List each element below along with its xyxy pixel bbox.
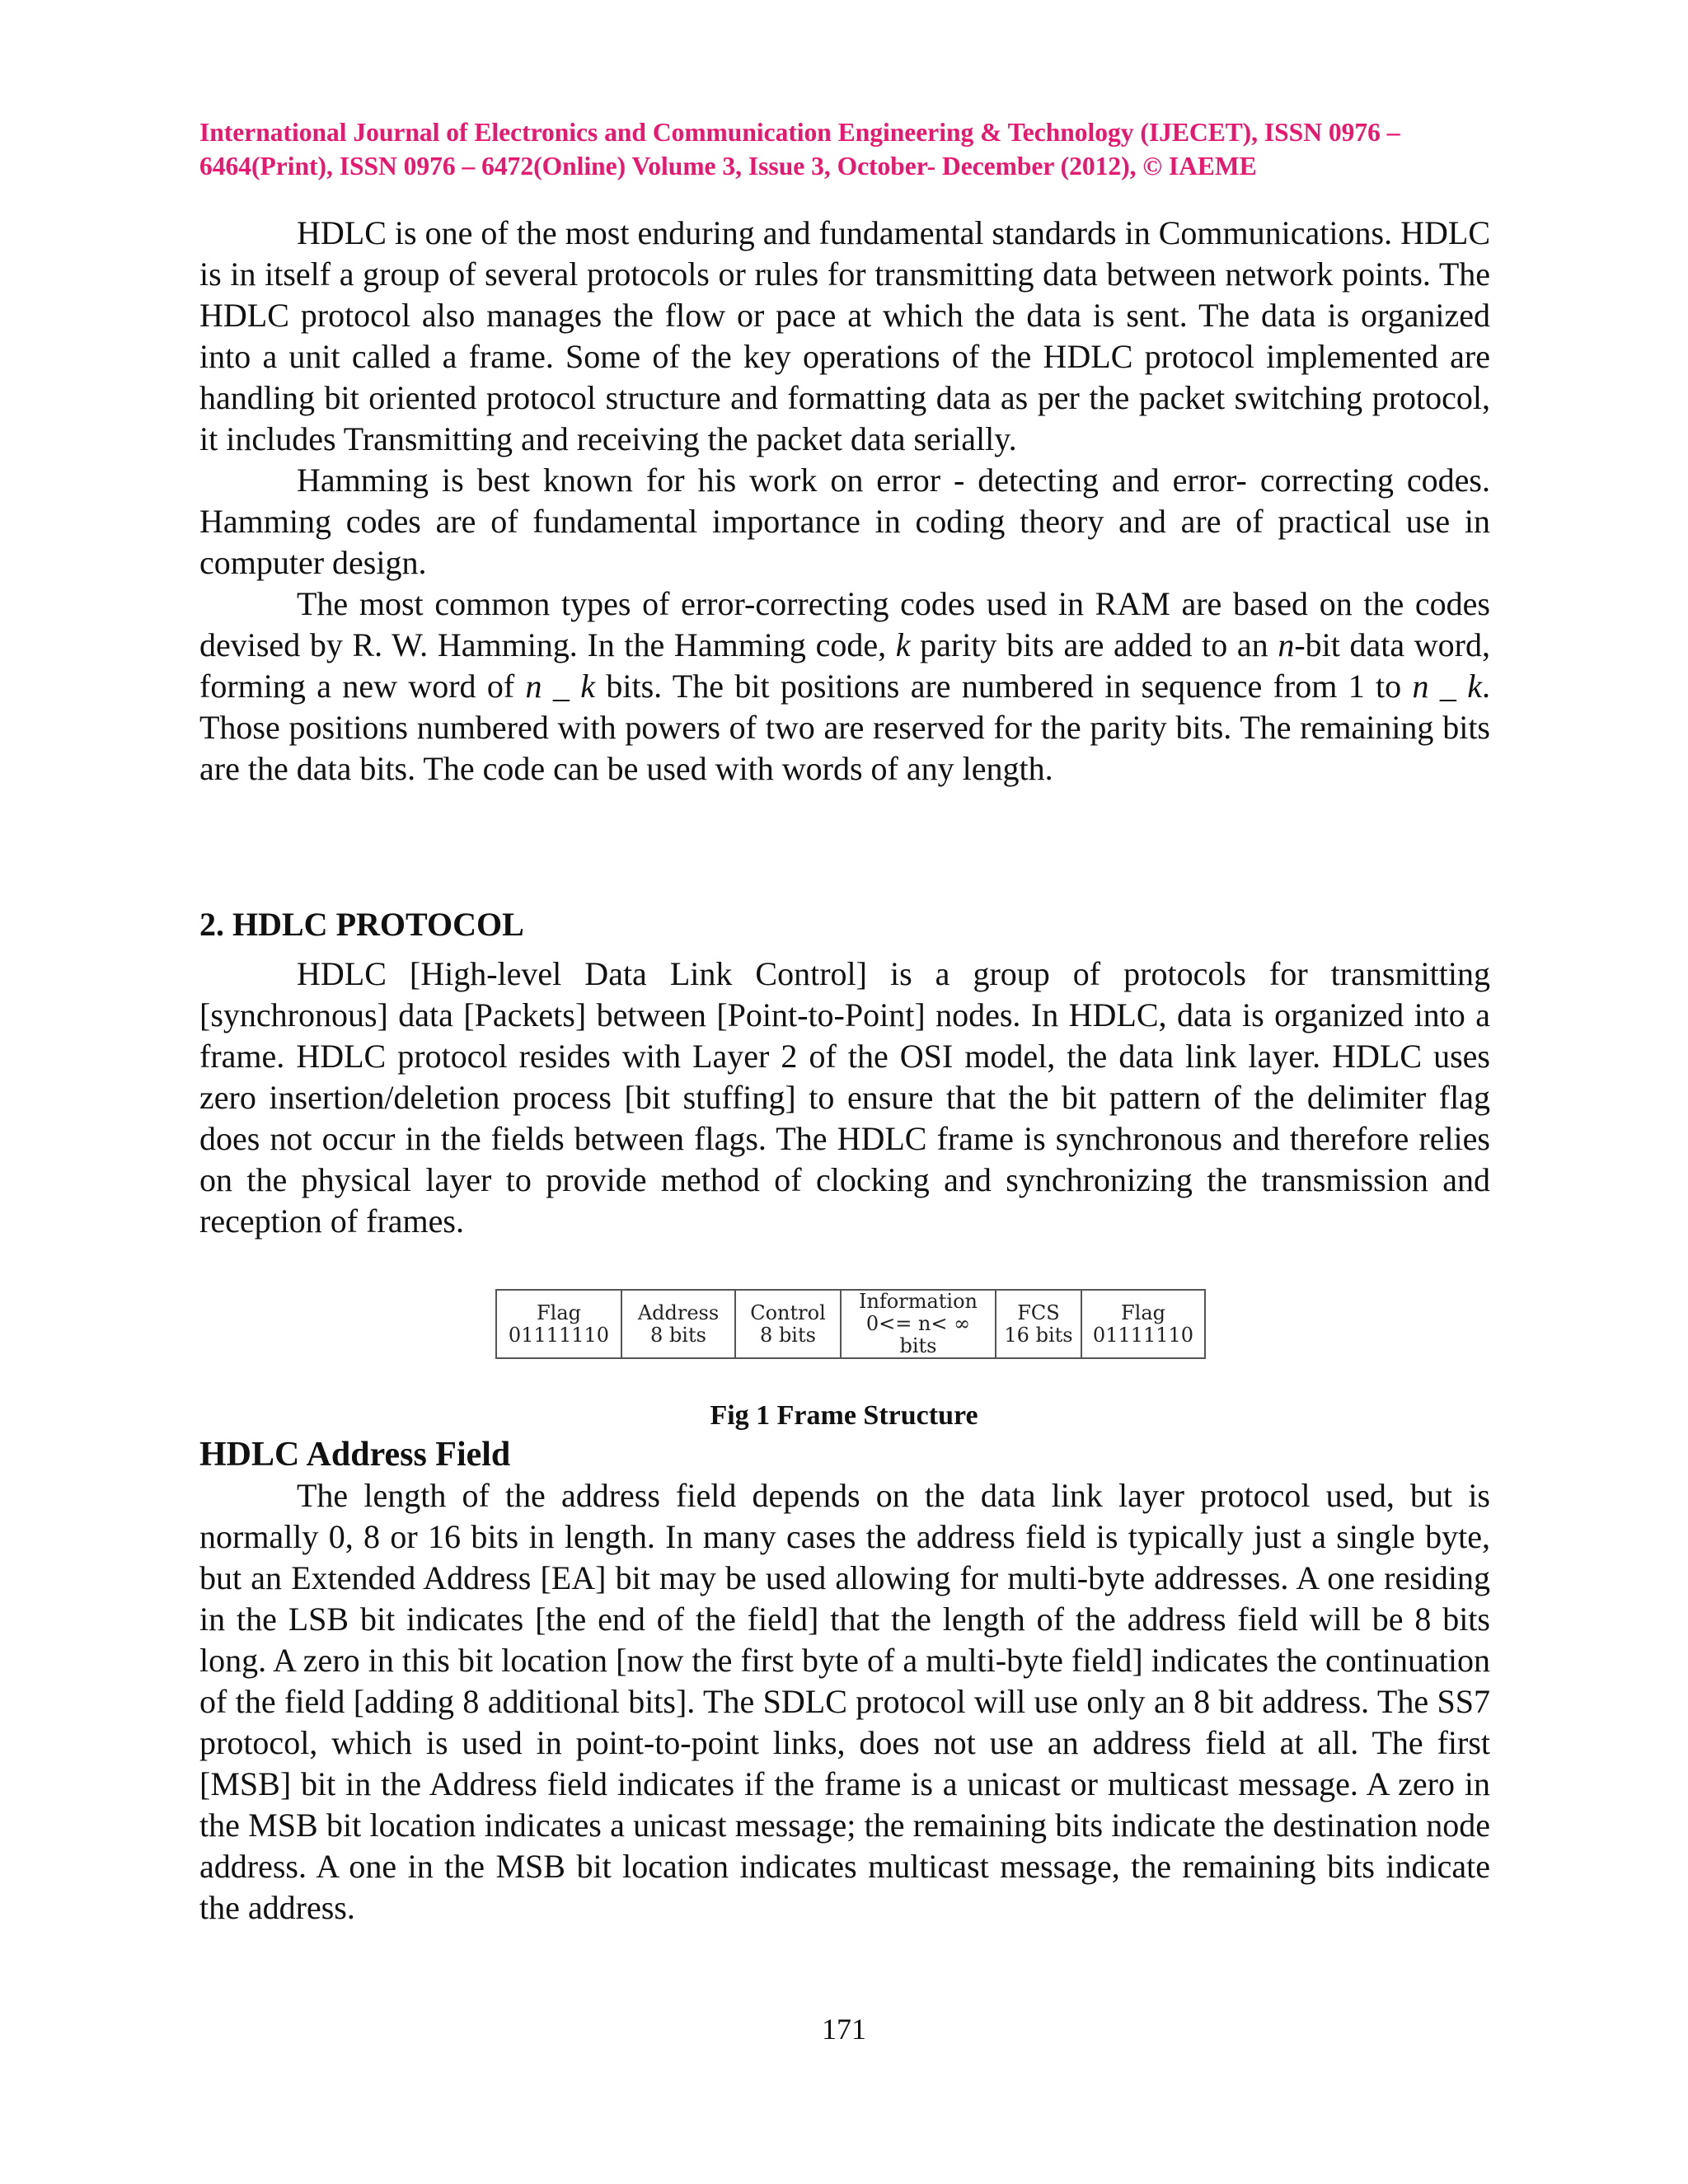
frame-cell-flag-start <box>496 1290 621 1358</box>
frame-cell-name: Control <box>750 1301 826 1324</box>
frame-cell-name: FCS <box>1017 1301 1060 1324</box>
math-var-n: n <box>525 668 542 705</box>
frame-cell-name: Information <box>858 1290 978 1313</box>
frame-cell-size: 01111110 <box>1092 1323 1194 1347</box>
page-number: 171 <box>822 2013 866 2046</box>
frame-cell-size: 0<= n< ∞ bits <box>865 1312 971 1357</box>
journal-header-line-2: 6464(Print), ISSN 0976 – 6472(Online) Volume 3, Issue 3, October- December (2012), © IAEME <box>199 152 1257 180</box>
address-field-section <box>199 1475 1490 1929</box>
frame-cell-flag-end <box>1081 1290 1205 1358</box>
subheading-address-field: HDLC Address Field <box>199 1436 511 1474</box>
frame-cell-size: 01111110 <box>508 1323 610 1347</box>
intro-section <box>199 213 1490 790</box>
frame-cell-name: Address <box>637 1301 720 1324</box>
frame-cell-size: 16 bits <box>1004 1323 1073 1347</box>
text-run: _ <box>1428 668 1468 705</box>
figure-caption: Fig 1 Frame Structure <box>710 1400 978 1431</box>
math-var-n: n <box>1278 626 1295 663</box>
text-run: . Those positions numbered with powers of two are reserved for the parity bits. The remaining bits are the data bits. The code can be used with words of any length. <box>199 668 1490 787</box>
hdlc-protocol-paragraph: HDLC [High-level Data Link Control] is a group of protocols for transmitting [synchronous] data [Packets] between [Point-to-Point] nodes. In HDLC, data is organized into a frame. HDLC protocol resides with Layer 2 of the OSI model, the data link layer. HDLC uses zero insertion/deletion process [bit stuffing] to ensure that the bit pattern of the delimiter flag does not occur in the fields between flags. The HDLC frame is synchronous and therefore relies on the physical layer to provide method of clocking and synchronizing the transmission and reception of frames. <box>199 955 1490 1240</box>
text-run: _ <box>542 668 581 705</box>
frame-cell-control <box>735 1290 841 1358</box>
math-var-k: k <box>895 626 911 663</box>
frame-cell-name: Flag <box>537 1301 581 1324</box>
address-field-paragraph: The length of the address field depends on the data link layer protocol used, but is normally 0, 8 or 16 bits in length. In many cases the address field is typically just a single byte, but an Extended Address [EA] bit may be used allowing for multi-byte addresses. A one residing in the LSB bit indicates [the end of the field] that the length of the address field will be 8 bits long. A zero in this bit location [now the first byte of a multi-byte field] indicates the continuation of the field [adding 8 additional bits]. The SDLC protocol will use only an 8 bit address. The SS7 protocol, which is used in point-to-point links, does not use an address field at all. The first [MSB] bit in the Address field indicates if the frame is a unicast or multicast message. A zero in the MSB bit location indicates a unicast message; the remaining bits indicate the destination node address. A one in the MSB bit location indicates multicast message, the remaining bits indicate the address. <box>199 1477 1490 1926</box>
text-run: -bit data word, forming a new word of <box>199 626 1490 705</box>
frame-cell-size: 8 bits <box>650 1323 706 1347</box>
math-var-k: k <box>580 668 596 705</box>
frame-cell-information <box>841 1290 996 1358</box>
section-heading-hdlc-protocol: 2. HDLC PROTOCOL <box>199 906 524 943</box>
math-var-n: n <box>1412 668 1429 705</box>
text-run: parity bits are added to an <box>910 626 1278 663</box>
intro-paragraph-hamming-code <box>199 583 1490 790</box>
text-run: The most common types of error-correcting codes used in RAM are based on the codes devised by R. W. Hamming. In the Hamming code, <box>199 585 1490 663</box>
frame-structure-row <box>496 1290 1205 1358</box>
frame-cell-size: 8 bits <box>760 1323 816 1347</box>
frame-cell-fcs <box>996 1290 1081 1358</box>
intro-paragraph-hamming: Hamming is best known for his work on error - detecting and error- correcting codes. Hamming codes are of fundamental importance in coding theory and are of practical use in computer design. <box>199 462 1490 581</box>
math-var-k: k <box>1467 668 1482 705</box>
hdlc-protocol-section <box>199 954 1490 1242</box>
frame-cell-name: Flag <box>1121 1301 1165 1324</box>
frame-cell-address <box>621 1290 735 1358</box>
journal-header <box>199 115 1493 183</box>
frame-structure-table <box>495 1289 1206 1359</box>
journal-header-line-1: International Journal of Electronics and Communication Engineering & Technology (IJECET), ISSN 0976 – <box>199 118 1400 147</box>
intro-paragraph-hdlc: HDLC is one of the most enduring and fundamental standards in Communications. HDLC is in itself a group of several protocols or rules for transmitting data between network points. The HDLC protocol also manages the flow or pace at which the data is sent. The data is organized into a unit called a frame. Some of the key operations of the HDLC protocol implemented are handling bit oriented protocol structure and formatting data as per the packet switching protocol, it includes Transmitting and receiving the packet data serially. <box>199 214 1490 457</box>
text-run: bits. The bit positions are numbered in sequence from 1 to <box>595 668 1413 705</box>
